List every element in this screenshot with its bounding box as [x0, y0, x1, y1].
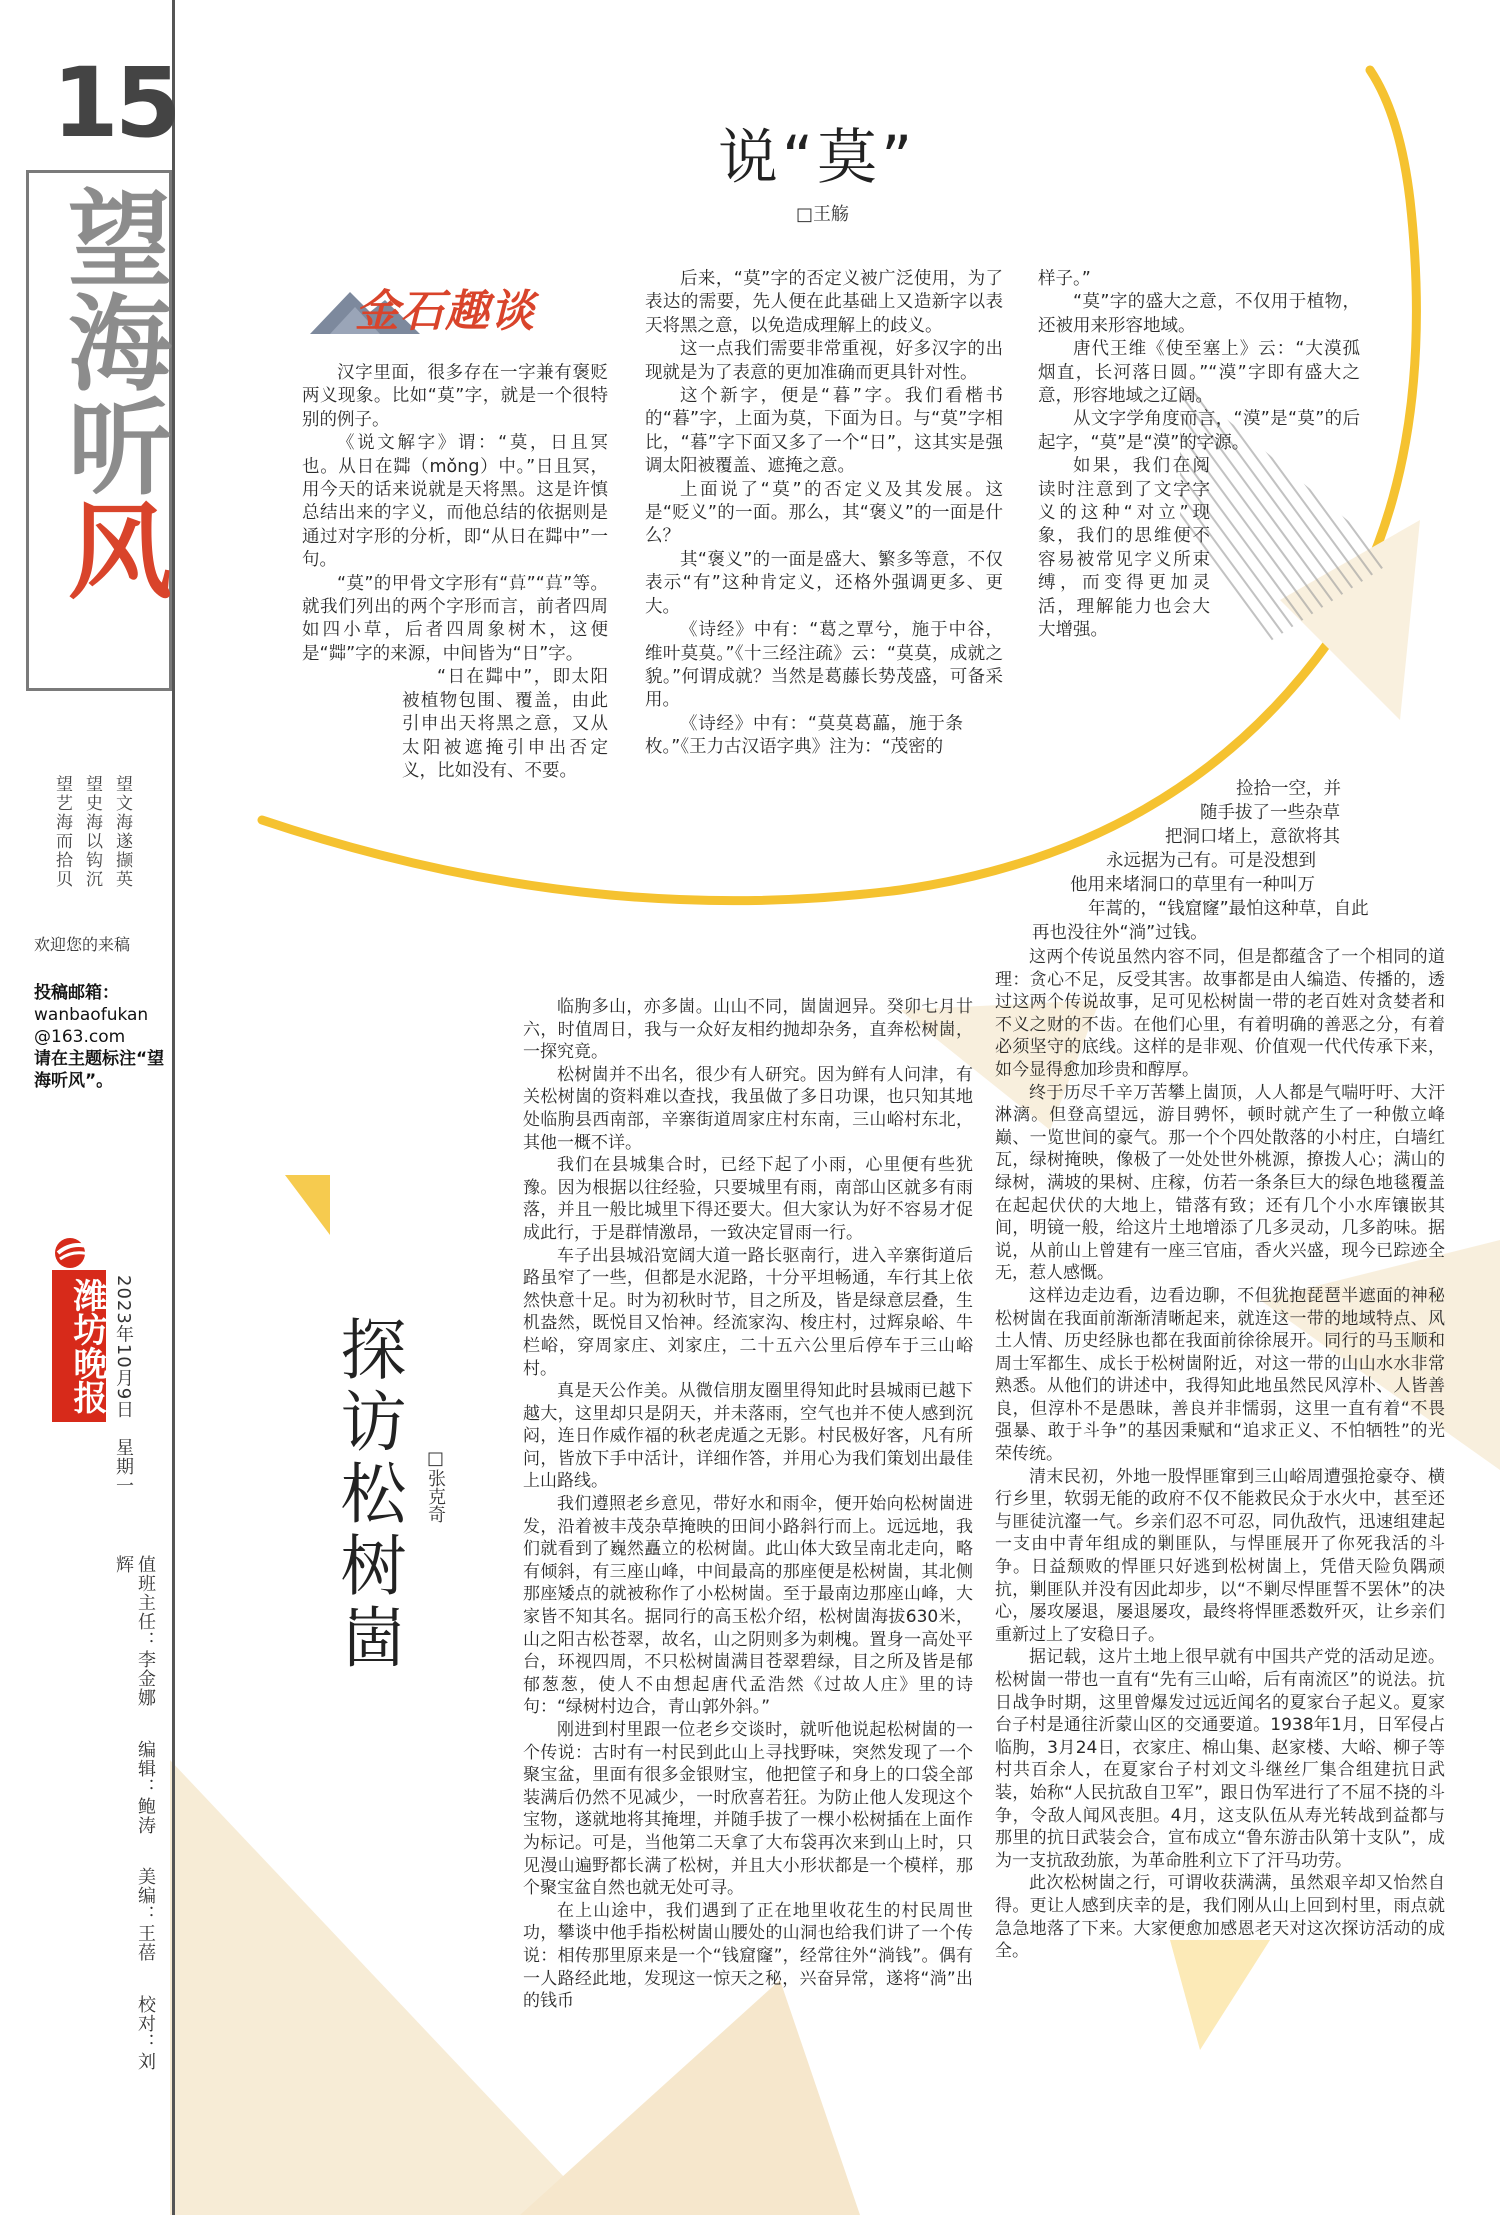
beige-triangle-bottom	[520, 1980, 860, 2215]
curve-line: 把洞口堵上，意欲将其	[1165, 827, 1340, 847]
column-title-red-char: 风	[50, 497, 173, 601]
paragraph: 刚进到村里跟一位老乡交谈时，就听他说起松树崮的一个传说：古时有一村民到此山上寻找野味，突然发现了一个聚宝盆，里面有很多金银财宝，他把筐子和身上的口袋全部装满后仍然不见减少，一时欣喜若狂。为防止他人发现这个宝物，遂就地将其掩埋，并随手拔了一棵小松树插在上面作为标记。可是，当他第二天拿了大布袋再次来到山上时，只见漫山遍野都长满了松树，并且大小形状都是一个模样，那个聚宝盆自然也就无处可寻。	[523, 1720, 973, 1899]
staff-duty: 值班主任：李金娜	[135, 1555, 156, 1707]
staff-proofreader: 校对：刘辉	[113, 1555, 156, 2072]
paper-name: 潍坊晚报	[52, 1270, 106, 1422]
issue-date: 2023年10月9日 星期一	[113, 1275, 134, 1496]
paragraph: 《诗经》中有：“葛之覃兮，施于中谷，维叶莫莫。”《十三经注疏》云：“莫莫，成就之貌。”何谓成就？当然是葛藤长势茂盛，可备采用。	[645, 620, 1003, 711]
submission-note: 请在主题标注“望海听风”。	[34, 1049, 165, 1091]
curve-line: 随手拔了一些杂草	[1200, 803, 1340, 823]
paragraph: 松树崮并不出名，很少有人研究。因为鲜有人问津，有关松树崮的资料难以查找，我虽做了多日功课，也只知其地处临朐县西南部，辛寨街道周家庄村东南，三山峪村东北，其他一概不详。	[523, 1064, 973, 1153]
paragraph: 我们遵照老乡意见，带好水和雨伞，便开始向松树崮进发，沿着被丰茂杂草掩映的田间小路斜行而上。远远地，我们就看到了巍然矗立的松树崮。此山体大致呈南北走向，略有倾斜，有三座山峰，中间最高的那座便是松树崮，其北侧那座矮点的就被称作了小松树崮。至于最南边那座山峰，大家皆不知其名。据同行的高玉松介绍，松树崮海拔630米，山之阳古松苍翠，故名，山之阴则多为刺槐。置身一高处平台，环视四周，不只松树崮满目苍翠碧绿，目之所及皆是郁郁葱葱，使人不由想起唐代孟浩然《过故人庄》里的诗句：“绿树村边合，青山郭外斜。”	[523, 1494, 973, 1718]
paragraph: 这一点我们需要非常重视，好多汉字的出现就是为了表意的更加准确而更具针对性。	[645, 339, 1003, 383]
submission-label: 投稿邮箱：	[34, 983, 119, 1003]
article2-author: □张克奇	[425, 1448, 446, 1523]
paragraph: “莫”的甲骨文字形有“𦱤”“𦱤”等。就我们列出的两个字形而言，前者四周如四小草，后者四周象树木，这便是“茻”字的来源，中间皆为“日”字。	[302, 573, 608, 664]
motto-3: 望艺海而拾贝	[52, 775, 72, 889]
paragraph: 其“褒义”的一面是盛大、繁多等意，不仅表示“有”这种肯定义，还格外强调更多、更大。	[645, 549, 1003, 617]
article2-right-col	[995, 946, 1445, 1963]
paragraph: 车子出县城沿宽阔大道一路长驱南行，进入辛寨街道后路虽窄了一些，但都是水泥路，十分平坦畅通，车行其上依然快意十足。时为初秋时节，目之所及，皆是绿意层叠，生机盎然，既悦目又怡神。经流家沟、梭庄村，过辉泉峪、牛栏峪，穿周家庄、刘家庄，二十五六公里后停车于三山峪村。	[523, 1245, 973, 1379]
paragraph: 这个新字，便是“暮”字。我们看楷书的“暮”字，上面为莫，下面为日。与“莫”字相比，“暮”字下面又多了一个“日”，这其实是强调太阳被覆盖、遮掩之意。	[645, 386, 1003, 477]
motto-1: 望文海遂撷英	[112, 775, 132, 889]
article1-col1	[302, 362, 608, 783]
paragraph: 此次松树崮之行，可谓收获满满，虽然艰辛却又怡然自得。更让人感到庆幸的是，我们刚从山上回到村里，雨点就急急地落了下来。大家便愈加感恩老天对这次探访活动的成全。	[995, 1873, 1445, 1962]
article2-title: 探访松树崮	[329, 1315, 406, 1675]
paragraph: 样子。”	[1038, 269, 1091, 289]
paragraph: 终于历尽千辛万苦攀上崮顶，人人都是气喘吁吁、大汗淋漓。但登高望远，游目骋怀，顿时就产生了一种傲立峰巅、一览世间的豪气。那一个个四处散落的小村庄，白墙红瓦，绿树掩映，像极了一处处世外桃源，撩拨人心；满山的绿树，满坡的果树、庄稼，仿若一条条巨大的绿色地毯覆盖在起起伏伏的大地上，错落有致；还有几个小水库镶嵌其间，明镜一般，给这片土地增添了几多灵动，几多韵味。据说，从前山上曾建有一座三官庙，香火兴盛，现今已踪迹全无，惹人感慨。	[995, 1082, 1445, 1284]
staff-editor: 编辑：鲍涛	[135, 1739, 156, 1835]
paragraph: 临朐多山，亦多崮。山山不同，崮崮迥异。癸卯七月廿六，时值周日，我与一众好友相约抛却杂务，直奔松树崮，一探究竟。	[523, 997, 973, 1063]
curve-line: 捡拾一空，并	[1236, 779, 1341, 799]
page-number: 15	[52, 47, 178, 159]
article1-author: □王觞	[796, 204, 850, 225]
paragraph: 从文字学角度而言，“漠”是“莫”的后起字，“莫”是“漠”的字源。	[1038, 409, 1360, 453]
submission-email-2[interactable]: @163.com	[34, 1027, 126, 1047]
paragraph: 清末民初，外地一股悍匪窜到三山峪周遭强抢豪夺、横行乡里，软弱无能的政府不仅不能救民众于水火中，甚至还与匪徒沆瀣一气。乡亲们忍不可忍，同仇敌忾，迅速组建起一支由中青年组成的剿匪队，与悍匪展开了你死我活的斗争。日益颓败的悍匪只好逃到松树崮上，凭借天险负隅顽抗，剿匪队并没有因此却步，以“不剿尽悍匪誓不罢休”的决心，屡攻屡退，屡退屡攻，最终将悍匪悉数歼灭，让乡亲们重新过上了安稳日子。	[995, 1466, 1445, 1645]
paragraph: 《诗经》中有：“莫莫葛藟，施于条枚。”《王力古汉语字典》注为：“茂密的	[645, 713, 963, 758]
paragraph: 如果，我们在阅读时注意到了文字字义的这种“对立”现象，我们的思维便不容易被常见字义所束缚，而变得更加灵活，理解能力也会大大增强。	[1038, 456, 1210, 641]
paragraph: 上面说了“莫”的否定义及其发展。这是“贬义”的一面。那么，其“褒义”的一面是什么？	[645, 479, 1003, 547]
paragraph: 在上山途中，我们遇到了正在地里收花生的村民周世功，攀谈中他手指松树崮山腰处的山洞也给我们讲了一个传说：相传那里原来是一个“钱窟窿”，经常往外“淌钱”。偶有一人路经此地，发现这一惊天之秘，兴奋异常，遂将“淌”出的钱币	[523, 1900, 973, 2012]
curve-line: 年蒿的，“钱窟窿”最怕这种草，自此	[1088, 899, 1369, 919]
paragraph: 后来，“莫”字的否定义被广泛使用，为了表达的需要，先人便在此基础上又造新字以表天将黑之意，以免造成理解上的歧义。	[645, 269, 1003, 336]
staff-art-editor: 美编：王蓓	[135, 1867, 156, 1963]
paragraph: “日在茻中”，即太阳被植物包围、覆盖，由此引申出天将黑之意，又从太阳被遮掩引申出否定义，比如没有、不要。	[402, 667, 608, 781]
article1-title: 说“莫”	[718, 123, 917, 193]
article2-left-col	[523, 996, 973, 2013]
section-kicker: 金石趣谈	[355, 286, 535, 337]
paragraph: 汉字里面，很多存在一字兼有褒贬两义现象。比如“莫”字，就是一个很特别的例子。	[302, 363, 608, 430]
paragraph: 这两个传说虽然内容不同，但是都蕴含了一个相同的道理：贪心不足，反受其害。故事都是由人编造、传播的，透过这两个传说故事，足可见松树崮一带的老百姓对贪婪者和不义之财的不齿。在他们心里，有着明确的善恶之分，有着必须坚守的底线。这样的是非观、价值观一代代传承下来，如今显得愈加珍贵和醇厚。	[995, 947, 1445, 1080]
article1-col2	[645, 268, 1003, 760]
article1-col3	[1038, 268, 1360, 643]
yellow-triangle-small	[285, 1175, 330, 1235]
paragraph: 据记载，这片土地上很早就有中国共产党的活动足迹。松树崮一带也一直有“先有三山峪，后有南流区”的说法。抗日战争时期，这里曾爆发过远近闻名的夏家台子起义。夏家台子村是通往沂蒙山区的交通要道。1938年1月，日军侵占临朐，3月24日，衣家庄、棉山集、赵家楼、大峪、柳子等村共百余人，在夏家台子村刘文斗继丝厂集合组建抗日武装，始称“人民抗敌自卫军”，跟日伪军进行了不屈不挠的斗争，令敌人闻风丧胆。4月，这支队伍从寿光转战到益都与那里的抗日武装会合，宣布成立“鲁东游击队第十支队”，成为一支抗敌劲旅，为革命胜利立下了汗马功劳。	[995, 1647, 1445, 1871]
curve-line: 他用来堵洞口的草里有一种叫万	[1070, 875, 1315, 895]
paper-logo-icon	[50, 1235, 100, 1269]
paragraph: 唐代王维《使至塞上》云：“大漠孤烟直，长河落日圆。”“漠”字即有盛大之意，形容地域之辽阔。	[1038, 339, 1360, 407]
staff-credits	[112, 1555, 156, 2095]
curve-line: 永远据为己有。可是没想到	[1106, 851, 1316, 871]
paragraph: 《说文解字》谓：“莫，日且冥也。从日在茻（mǒng）中。”日且冥，用今天的话来说就是天将黑。这是许慎总结出来的字义，而他总结的依据则是通过对字形的分析，即“从日在茻中”一句。	[302, 433, 608, 571]
paragraph: 这样边走边看，边看边聊，不但犹抱琵琶半遮面的神秘松树崮在我面前渐渐清晰起来，就连这一带的地域特点、风土人情、历史经脉也都在我面前徐徐展开。同行的马玉顺和周士军都生、成长于松树崮附近，对这一带的山山水水非常熟悉。从他们的讲述中，我得知此地虽然民风淳朴、人皆善良，但淳朴不是愚昧，善良并非懦弱，这里一直有着“不畏强暴、敢于斗争”的基因秉赋和“追求正义、不怕牺牲”的光荣传统。	[995, 1285, 1445, 1465]
submission-info	[34, 982, 169, 1092]
welcome-text: 欢迎您的来稿	[34, 935, 131, 954]
submission-email-1[interactable]: wanbaofukan	[34, 1005, 149, 1025]
column-title: 望海听风	[50, 185, 173, 601]
curve-line: 再也没往外“淌”过钱。	[1032, 923, 1208, 943]
paragraph: 我们在县城集合时，已经下起了小雨，心里便有些犹豫。因为根据以往经验，只要城里有雨，南部山区就多有雨落，并且一般比城里下得还要大。但大家认为好不容易才促成此行，于是群情激昂，一致决定冒雨一行。	[523, 1155, 973, 1243]
paragraph: “莫”字的盛大之意，不仅用于植物，还被用来形容地域。	[1038, 292, 1360, 336]
paragraph: 真是天公作美。从微信朋友圈里得知此时县城雨已越下越大，这里却只是阴天，并未落雨，空气也并不使人感到沉闷，连日作威作福的秋老虎遁之无影。村民极好客，凡有所问，皆放下手中活计，详细作答，并用心为我们策划出最佳上山路线。	[523, 1381, 973, 1492]
motto-2: 望史海以钩沉	[82, 775, 102, 889]
